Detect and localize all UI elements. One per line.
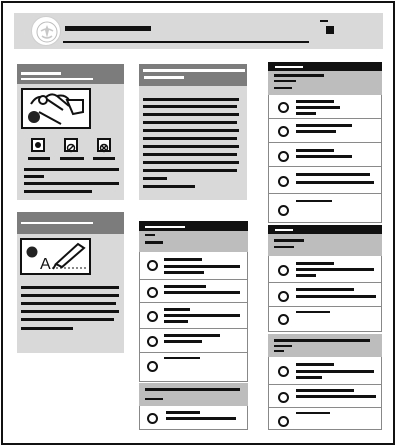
row-divider	[269, 166, 381, 167]
notice-text-line	[143, 137, 237, 140]
candidate-party-redacted	[164, 271, 204, 274]
contest-4-title-redacted	[275, 229, 293, 231]
election-subtitle-redacted	[63, 41, 309, 43]
candidate-oval[interactable]	[147, 336, 158, 347]
contest-5-instr-redacted	[274, 345, 292, 347]
contest-2-instr-redacted	[145, 398, 163, 400]
notice-text-line	[143, 121, 237, 124]
write-in-text-line	[21, 318, 114, 321]
contest-3-instr-line	[274, 74, 324, 77]
candidate-party-redacted	[164, 314, 240, 317]
seal-emblem-icon	[31, 16, 61, 46]
candidate-oval[interactable]	[278, 176, 289, 187]
candidate-party-redacted	[296, 155, 352, 158]
candidate-party-redacted	[296, 130, 336, 133]
notice-text-line	[143, 105, 237, 108]
contest-5-instr-redacted	[274, 350, 284, 352]
write-in-oval[interactable]	[278, 416, 289, 427]
contest-3-title-redacted	[275, 66, 303, 68]
notice-text-line	[143, 145, 239, 148]
row-divider	[269, 142, 381, 143]
contest-4-instr-line	[274, 246, 294, 248]
write-in-title-redacted	[21, 222, 93, 224]
notice-text-line	[143, 161, 239, 164]
notice-text-line	[143, 113, 239, 116]
mark-caption-3	[93, 157, 115, 160]
notice-title-redacted	[143, 69, 245, 72]
row-divider	[140, 279, 247, 280]
fill-bubble-illustration	[21, 88, 91, 129]
write-in-line	[296, 311, 330, 313]
write-in-text-line	[21, 294, 119, 297]
write-in-line	[296, 412, 330, 414]
mark-caption-2	[60, 157, 84, 160]
row-divider	[269, 282, 381, 283]
row-divider	[140, 328, 247, 329]
incorrect-x-mark-icon	[97, 138, 111, 152]
candidate-name-redacted	[296, 100, 334, 103]
illustration-letter: A	[40, 256, 51, 273]
write-in-illustration	[20, 238, 91, 275]
contest-5-title-redacted	[274, 339, 370, 342]
mark-caption-1	[28, 157, 50, 160]
contest-3-instr-line	[274, 87, 292, 89]
candidate-name-redacted	[296, 149, 334, 152]
candidate-party-redacted	[164, 291, 240, 294]
hand-pen-icon	[23, 90, 89, 127]
write-in-text-line	[21, 286, 119, 289]
pen-writing-icon	[22, 240, 89, 273]
candidate-oval[interactable]	[147, 311, 158, 322]
candidate-oval[interactable]	[278, 366, 289, 377]
notice-text-line	[143, 98, 239, 101]
candidate-name-redacted	[164, 308, 190, 311]
candidate-oval[interactable]	[278, 392, 289, 403]
candidate-name-redacted	[296, 389, 354, 392]
notice-title-redacted-2	[144, 76, 184, 79]
candidate-name-redacted	[164, 285, 206, 288]
ballot-header	[14, 13, 383, 49]
notice-text-line	[143, 169, 237, 172]
write-in-line	[164, 357, 200, 359]
candidate-party-redacted	[296, 370, 374, 373]
candidate-oval[interactable]	[278, 151, 289, 162]
contest-3-instr-line	[274, 80, 296, 82]
row-divider	[140, 302, 247, 303]
row-divider	[269, 306, 381, 307]
instructions-text-line	[24, 168, 119, 171]
candidate-party-redacted	[296, 274, 316, 277]
candidate-oval[interactable]	[147, 413, 158, 424]
candidate-party-redacted	[296, 268, 374, 271]
candidate-party-redacted	[164, 320, 188, 323]
instructions-panel	[17, 64, 124, 200]
election-title-redacted	[65, 26, 151, 31]
correct-mark-icon	[31, 138, 45, 152]
write-in-oval[interactable]	[278, 205, 289, 216]
candidate-name-redacted	[166, 411, 200, 414]
candidate-party-redacted	[296, 106, 340, 109]
write-in-text-line	[21, 327, 73, 330]
candidate-party-redacted	[296, 395, 376, 398]
candidate-name-redacted	[164, 334, 220, 337]
candidate-name-redacted	[296, 173, 370, 176]
notice-text-line	[143, 185, 195, 188]
contest-2-title-redacted	[145, 388, 240, 391]
contest-1-title-redacted	[145, 226, 185, 228]
candidate-oval[interactable]	[147, 260, 158, 271]
instructions-text-line	[24, 175, 44, 178]
candidate-oval[interactable]	[278, 126, 289, 137]
write-in-text-line	[21, 302, 116, 305]
candidate-name-redacted	[296, 262, 334, 265]
contest-2-header	[139, 383, 248, 406]
notice-text-line	[143, 129, 239, 132]
instructions-title-redacted-2	[21, 78, 93, 80]
row-divider	[269, 193, 381, 194]
row-divider	[269, 118, 381, 119]
candidate-oval[interactable]	[278, 291, 289, 302]
candidate-party-redacted	[296, 376, 322, 379]
candidate-name-redacted	[296, 363, 334, 366]
candidate-party-redacted	[164, 265, 240, 268]
contest-1-instr-line	[145, 241, 163, 244]
candidate-name-redacted	[296, 124, 352, 127]
header-corner-mark	[320, 20, 328, 22]
write-in-text-line	[21, 310, 119, 313]
document-corner-icon	[326, 26, 334, 34]
contest-4-instructions	[268, 234, 382, 256]
candidate-oval[interactable]	[278, 102, 289, 113]
notice-text-line	[143, 153, 237, 156]
candidate-party-redacted	[296, 181, 374, 184]
notice-panel-header	[139, 64, 247, 86]
write-in-line	[296, 200, 332, 202]
candidate-oval[interactable]	[278, 265, 289, 276]
write-in-oval[interactable]	[147, 361, 158, 372]
candidate-oval[interactable]	[147, 287, 158, 298]
candidate-party-redacted	[296, 295, 376, 298]
notice-text-line	[143, 177, 167, 180]
write-in-oval[interactable]	[278, 314, 289, 325]
instructions-title-redacted	[21, 72, 61, 75]
row-divider	[269, 407, 381, 408]
instructions-text-line	[24, 190, 92, 193]
instructions-text-line	[24, 182, 119, 185]
candidate-party-redacted	[164, 340, 202, 343]
candidate-party-redacted	[166, 417, 236, 420]
candidate-name-redacted	[164, 258, 202, 261]
candidate-party-redacted	[296, 112, 316, 115]
incorrect-slash-mark-icon	[64, 138, 78, 152]
candidate-name-redacted	[296, 288, 354, 291]
row-divider	[269, 384, 381, 385]
contest-4-instr-line	[274, 239, 304, 242]
row-divider	[140, 352, 247, 353]
contest-1-instr-line	[145, 234, 155, 236]
